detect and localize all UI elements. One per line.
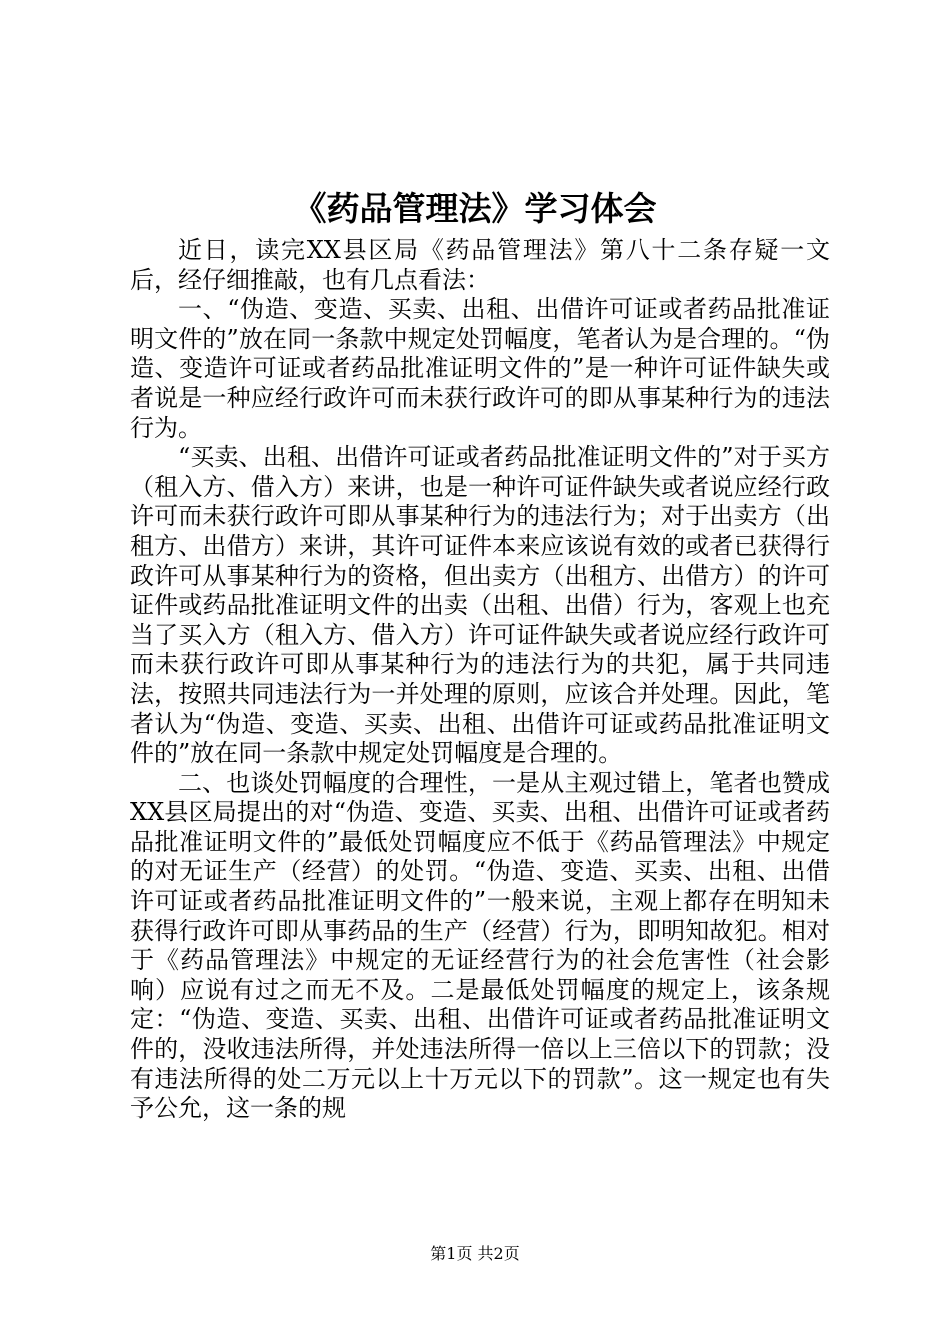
- page-number-footer: 第1页 共2页: [430, 1244, 520, 1263]
- document-body: [130, 236, 830, 1124]
- document-title: 《药品管理法》学习体会: [293, 189, 657, 228]
- paragraph-point-one-continued: “买卖、出租、出借许可证或者药品批准证明文件的”对于买方（租入方、借入方）来讲，也是一种许可证件缺失或者说应经行政许可而未获行政许可即从事某种行为的违法行为；对于出卖方（出租方、出借方）来讲，其许可证件本来应该说有效的或者已获得行政许可从事某种行为的资格，但出卖方（出租方、出借方）的许可证件或药品批准证明文件的出卖（出租、出借）行为，客观上也充当了买入方（租入方、借入方）许可证件缺失或者说应经行政许可而未获行政许可即从事某种行为的违法行为的共犯，属于共同违法，按照共同违法行为一并处理的原则，应该合并处理。因此，笔者认为“伪造、变造、买卖、出租、出借许可证或药品批准证明文件的”放在同一条款中规定处罚幅度是合理的。: [130, 443, 830, 768]
- paragraph-intro: 近日，读完XX县区局《药品管理法》第八十二条存疑一文后，经仔细推敲，也有几点看法：: [130, 236, 830, 294]
- paragraph-point-two: 二、也谈处罚幅度的合理性，一是从主观过错上，笔者也赞成XX县区局提出的对“伪造、变造、买卖、出租、出借许可证或者药品批准证明文件的”最低处罚幅度应不低于《药品管理法》中规定的对无证生产（经营）的处罚。“伪造、变造、买卖、出租、出借许可证或者药品批准证明文件的”一般来说，主观上都存在明知未获得行政许可即从事药品的生产（经营）行为，即明知故犯。相对于《药品管理法》中规定的无证经营行为的社会危害性（社会影响）应说有过之而无不及。二是最低处罚幅度的规定上，该条规定：“伪造、变造、买卖、出租、出借许可证或者药品批准证明文件的，没收违法所得，并处违法所得一倍以上三倍以下的罚款；没有违法所得的处二万元以上十万元以下的罚款”。这一规定也有失予公允，这一条的规: [130, 768, 830, 1123]
- paragraph-point-one: 一、“伪造、变造、买卖、出租、出借许可证或者药品批准证明文件的”放在同一条款中规定处罚幅度，笔者认为是合理的。“伪造、变造许可证或者药品批准证明文件的”是一种许可证件缺失或者说是一种应经行政许可而未获行政许可的即从事某种行为的违法行为。: [130, 295, 830, 442]
